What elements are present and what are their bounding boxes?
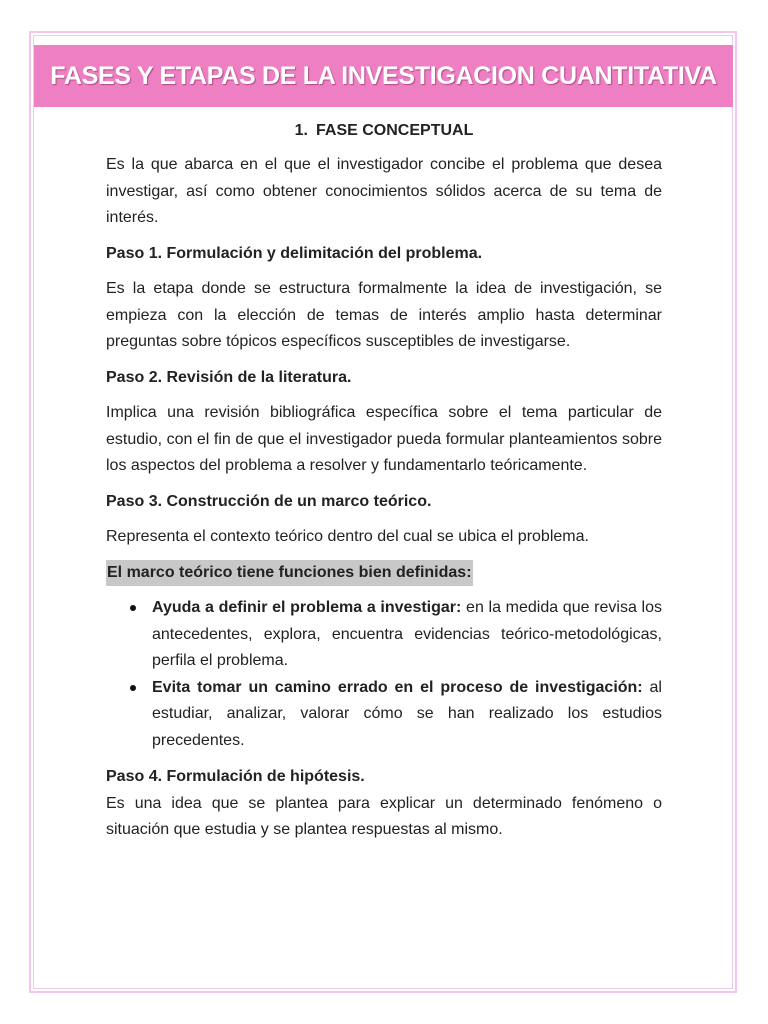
bullet-icon [130, 685, 136, 691]
step-3-text: Representa el contexto teórico dentro del cual se ubica el problema. [106, 528, 589, 545]
bullet-body-text: en la medida que revisa los antecedentes, explora, encuentra evidencias teórico-metodológicas, perfila el problema. [152, 599, 663, 669]
section-heading [106, 118, 662, 144]
step-4-text: Es una idea que se plantea para explicar un determinado fenómeno o situación que estudia y se plantea respuestas al mismo. [106, 794, 662, 838]
step-3-heading: Paso 3. Construcción de un marco teórico. [106, 492, 432, 510]
section-title: FASE CONCEPTUAL [316, 122, 474, 139]
bullet-lead-text: Ayuda a definir el problema a investigar: [152, 599, 462, 616]
list-item [106, 675, 662, 755]
step-1-heading: Paso 1. Formulación y delimitación del problema. [106, 244, 483, 262]
functions-heading: El marco teórico tiene funciones bien definidas: [106, 560, 473, 587]
functions-list [106, 595, 662, 754]
step-2-text: Implica una revisión bibliográfica específica sobre el tema particular de estudio, con el fin de que el investigador pueda formular planteamientos sobre los aspectos del problema a resolver y fundamentarlo teóricamente. [106, 404, 662, 474]
bullet-icon [130, 605, 136, 611]
step-2-heading: Paso 2. Revisión de la literatura. [106, 368, 352, 386]
step-1-text: Es la etapa donde se estructura formalmente la idea de investigación, se empieza con la elección de temas de interés amplio hasta determinar preguntas sobre tópicos específicos susceptibles de investigarse. [106, 280, 662, 350]
document-body [106, 118, 662, 853]
bullet-body-text: al estudiar, analizar, valorar cómo se han realizado los estudios precedentes. [152, 678, 662, 749]
bullet-lead-text: Evita tomar un camino errado en el proceso de investigación: [152, 678, 643, 696]
list-item [106, 595, 662, 675]
title-banner [34, 45, 733, 107]
section-number: 1. [294, 122, 308, 139]
step-4-heading: Paso 4. Formulación de hipótesis. [106, 768, 365, 785]
intro-paragraph: Es la que abarca en el que el investigador concibe el problema que desea investigar, así como obtener conocimientos sólidos acerca de su tema de interés. [106, 156, 662, 226]
document-title: FASES Y ETAPAS DE LA INVESTIGACION CUANTITATIVA [50, 61, 717, 90]
functions-heading-wrap [106, 560, 662, 596]
